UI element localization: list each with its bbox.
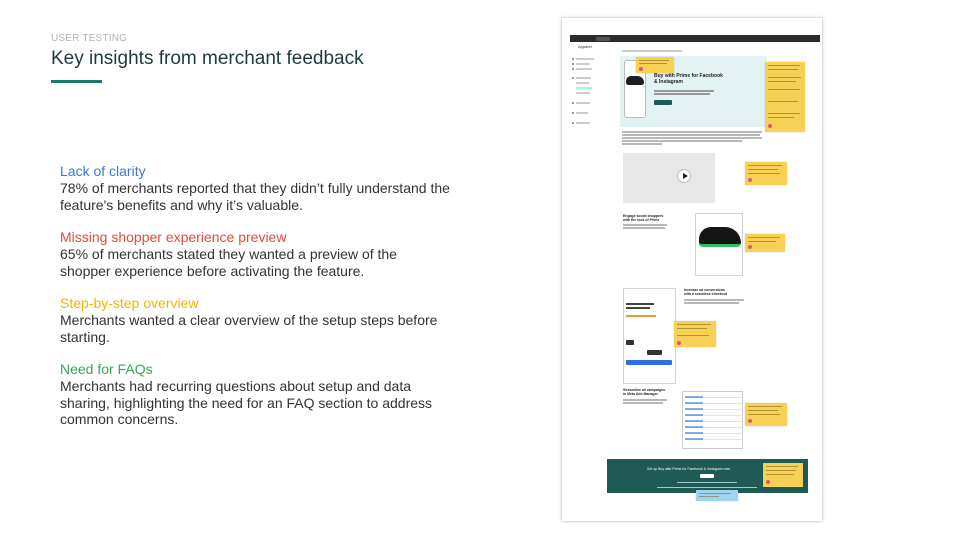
note-line [766,470,796,471]
note-line [768,113,800,114]
insight-missing-preview [60,229,450,279]
insight-body: Merchants had recurring questions about setup and data sharing, highlighting the need for an FAQ section to address common concerns. [60,378,433,427]
section-text-line [623,399,667,401]
note-line [748,414,780,415]
footer-text-line [677,482,737,483]
note-line [768,69,798,70]
search-bar [596,37,610,41]
note-line [748,169,778,170]
feature-page-mockup [562,18,822,521]
note-line [677,328,707,329]
buy-with-prime-button [626,360,672,365]
nav-item [576,68,592,70]
avatar [768,124,772,128]
footer-text-line [657,487,757,488]
nav-item [576,102,590,104]
note-line [768,65,800,66]
nav-item [576,92,590,94]
insight-heading: Lack of clarity [60,163,146,179]
intro-text-line [622,131,762,133]
sticky-note [674,321,716,347]
section-text-line [623,224,667,226]
footer-title: Set up Buy with Prime for Facebook & Instagram now [647,467,731,471]
section-text-line [623,402,663,404]
section-heading-embed: Engage social shoppers with the look of Prime [623,214,664,222]
breadcrumb [622,50,682,52]
hero-title: Buy with Prime for Facebook & Instagram [654,73,723,85]
ads-table [682,391,743,449]
note-line [639,63,667,64]
insight-body: 65% of merchants stated they wanted a preview of the shopper experience before activating the feature. [60,246,397,279]
shop-name: Apparel [578,44,592,49]
nav-item [576,82,589,84]
nav-item [576,58,594,60]
nav-item [576,122,590,124]
section-heading-campaigns: Streamline all campaigns in Meta Ads Manager [623,388,666,396]
intro-text-line [622,137,762,139]
nav-item [576,63,590,65]
note-line [699,496,719,497]
note-line [768,77,801,78]
note-line [677,335,709,336]
section-heading-checkout: Increase ad conversions with a seamless checkout [684,288,727,296]
shoe-image [626,76,644,85]
product-title-line [626,307,650,309]
sticky-note [763,463,803,487]
note-line [699,493,731,494]
sticky-note [745,162,787,185]
insight-heading: Need for FAQs [60,361,153,377]
table-row [685,421,742,422]
note-line [639,60,669,61]
avatar [748,419,752,423]
play-icon [677,169,691,183]
sticky-note [636,57,674,73]
note-line [748,406,782,407]
table-row [685,397,742,398]
table-row [685,415,742,416]
eyebrow-label: USER TESTING [51,33,128,44]
section-text-line [684,302,739,304]
note-line [748,241,776,242]
admin-top-bar [570,35,820,42]
avatar [639,67,643,71]
note-line [677,324,711,325]
note-line [768,81,796,82]
intro-text-line [622,143,662,145]
sticky-note [765,62,805,132]
table-row [685,439,742,440]
slide-title: Key insights from merchant feedback [51,48,364,69]
intro-text-line [622,140,742,142]
note-line [768,117,794,118]
note-line [748,173,780,174]
table-row [685,433,742,434]
shoe-image [699,227,741,247]
table-row [685,403,742,404]
note-line [748,165,782,166]
section-text-line [623,227,665,229]
product-title-line [626,303,654,305]
nav-item [576,77,591,79]
table-row [685,427,742,428]
sticky-note [745,403,787,426]
insight-lack-of-clarity [60,163,450,213]
note-line [768,101,798,102]
nav-item-active [576,87,592,89]
note-line [766,474,794,475]
hero-text-line [654,93,710,95]
insight-body: 78% of merchants reported that they didn’t fully understand the feature's benefits and why it’s valuable. [60,180,450,213]
avatar [748,178,752,182]
insight-step-by-step [60,295,450,345]
hero-text-line [654,90,714,92]
avatar [766,480,770,484]
size-option [626,340,634,345]
note-line [748,237,780,238]
video-player [623,153,715,203]
note-line [768,89,800,90]
section-text-line [684,299,744,301]
rating-line [626,315,656,317]
sticky-note [745,234,785,252]
intro-text-line [622,134,760,136]
note-line [766,466,798,467]
nav-item [576,112,588,114]
table-row [685,409,742,410]
add-to-cart-button [647,350,662,355]
avatar [677,341,681,345]
comment-note [696,490,738,501]
avatar [748,245,752,249]
title-underline [51,80,102,83]
note-line [748,410,778,411]
insight-need-for-faqs [60,361,450,428]
insights-list [60,163,450,444]
insight-heading: Missing shopper experience preview [60,229,287,245]
hero-cta-button [654,100,672,105]
insight-heading: Step-by-step overview [60,295,199,311]
footer-cta-button [700,474,714,478]
insight-body: Merchants wanted a clear overview of the setup steps before starting. [60,312,438,345]
